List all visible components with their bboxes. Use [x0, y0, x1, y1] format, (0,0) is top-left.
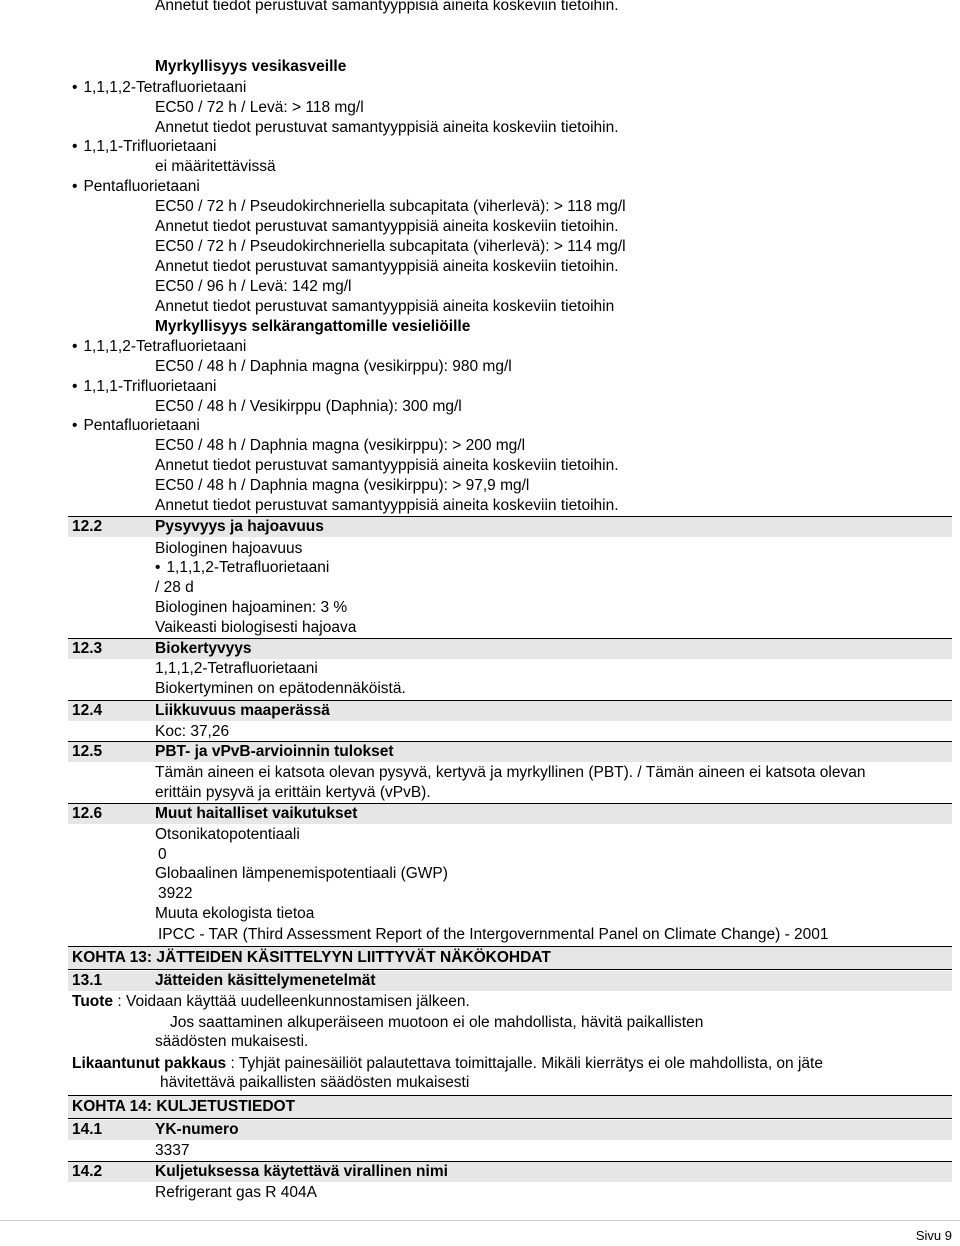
property-value: Koc: 37,26 — [155, 723, 230, 740]
substance-bullet — [72, 177, 200, 197]
info-line: Annetut tiedot perustuvat samantyyppisiä aineita koskeviin tietoihin. — [155, 0, 619, 14]
un-number-value: 3337 — [155, 1142, 190, 1159]
section-header-title: KOHTA 13: JÄTTEIDEN KÄSITTELYYN LIITTYVÄT NÄKÖKOHDAT — [72, 949, 551, 966]
product-text: säädösten mukaisesti. — [155, 1033, 309, 1050]
packaging-label: Likaantunut pakkaus — [72, 1055, 227, 1072]
substance-name: 1,1,1-Trifluorietaani — [83, 378, 217, 395]
substance-name: 1,1,1,2-Tetrafluorietaani — [155, 660, 318, 677]
toxicity-value: EC50 / 48 h / Vesikirppu (Daphnia): 300 mg/l — [155, 398, 462, 415]
section-title: Muut haitalliset vaikutukset — [155, 805, 358, 822]
info-line: Annetut tiedot perustuvat samantyyppisiä aineita koskeviin tietoihin. — [155, 258, 619, 275]
property-value: 0 — [158, 846, 167, 863]
substance-bullet — [72, 377, 216, 397]
substance-bullet — [72, 337, 246, 357]
product-text: Voidaan käyttää uudelleenkunnostamisen jälkeen. — [125, 993, 470, 1010]
info-line: Annetut tiedot perustuvat samantyyppisiä aineita koskeviin tietoihin. — [155, 457, 619, 474]
section-number: 12.5 — [72, 743, 103, 760]
substance-name: 1,1,1,2-Tetrafluorietaani — [83, 338, 247, 355]
section-number: 14.1 — [72, 1121, 103, 1138]
label-separator: : — [226, 1055, 235, 1072]
packaging-text: hävitettävä paikallisten säädösten mukaisesti — [160, 1074, 470, 1091]
property-value: / 28 d — [155, 579, 194, 596]
packaging-line — [72, 1054, 823, 1074]
toxicity-value: EC50 / 48 h / Daphnia magna (vesikirppu): > 200 mg/l — [155, 437, 526, 454]
footer-rule — [0, 1220, 960, 1221]
page-number: Sivu 9 — [915, 1228, 952, 1243]
section-number: 14.2 — [72, 1163, 103, 1180]
section-number: 13.1 — [72, 972, 103, 989]
property-label: Biologinen hajoavuus — [155, 540, 303, 557]
section-number: 12.2 — [72, 518, 103, 535]
toxicity-value: EC50 / 48 h / Daphnia magna (vesikirppu): > 97,9 mg/l — [155, 477, 530, 494]
shipping-name-value: Refrigerant gas R 404A — [155, 1184, 317, 1201]
toxicity-value: EC50 / 96 h / Levä: 142 mg/l — [155, 278, 352, 295]
section-header-title: KOHTA 14: KULJETUSTIEDOT — [72, 1098, 296, 1115]
section-title: Pysyvyys ja hajoavuus — [155, 518, 324, 535]
substance-name: 1,1,1,2-Tetrafluorietaani — [166, 559, 330, 576]
section-number: 12.4 — [72, 702, 103, 719]
toxicity-value: EC50 / 72 h / Levä: > 118 mg/l — [155, 99, 364, 116]
section-title: Liikkuvuus maaperässä — [155, 702, 330, 719]
info-line: Annetut tiedot perustuvat samantyyppisiä aineita koskeviin tietoihin. — [155, 119, 619, 136]
section-title: Kuljetuksessa käytettävä virallinen nimi — [155, 1163, 448, 1180]
substance-bullet — [155, 558, 329, 578]
substance-bullet — [72, 416, 200, 436]
toxicity-value: EC50 / 72 h / Pseudokirchneriella subcapitata (viherlevä): > 114 mg/l — [155, 238, 626, 255]
property-label: Globaalinen lämpenemispotentiaali (GWP) — [155, 865, 448, 882]
property-label: Muuta ekologista tietoa — [155, 905, 315, 922]
section-title: Jätteiden käsittelymenetelmät — [155, 972, 376, 989]
property-value: Vaikeasti biologisesti hajoava — [155, 619, 357, 636]
substance-name: 1,1,1-Trifluorietaani — [83, 138, 217, 155]
info-line: Annetut tiedot perustuvat samantyyppisiä aineita koskeviin tietoihin. — [155, 497, 619, 514]
property-value: 3922 — [158, 885, 193, 902]
label-separator: : — [113, 993, 122, 1010]
section-title: PBT- ja vPvB-arvioinnin tulokset — [155, 743, 394, 760]
substance-bullet — [72, 137, 216, 157]
substance-name: Pentafluorietaani — [83, 178, 200, 195]
section-number: 12.6 — [72, 805, 103, 822]
property-label: Otsonikatopotentiaali — [155, 826, 300, 843]
property-value: Biokertyminen on epätodennäköistä. — [155, 680, 406, 697]
substance-bullet — [72, 78, 246, 98]
algae-toxicity-heading: Myrkyllisyys vesikasveille — [155, 58, 347, 75]
product-line — [72, 992, 470, 1012]
property-value: Biologinen hajoaminen: 3 % — [155, 599, 348, 616]
section-title: YK-numero — [155, 1121, 239, 1138]
section-header-13 — [68, 946, 952, 970]
product-text: Jos saattaminen alkuperäiseen muotoon ei ole mahdollista, hävitä paikallisten — [170, 1014, 704, 1031]
section-number: 12.3 — [72, 640, 103, 657]
product-label: Tuote — [72, 993, 114, 1010]
toxicity-value: EC50 / 72 h / Pseudokirchneriella subcapitata (viherlevä): > 118 mg/l — [155, 198, 626, 215]
property-value: erittäin pysyvä ja erittäin kertyvä (vPvB). — [155, 784, 431, 801]
info-line: Annetut tiedot perustuvat samantyyppisiä aineita koskeviin tietoihin — [155, 298, 615, 315]
section-title: Biokertyvyys — [155, 640, 252, 657]
property-value: IPCC - TAR (Third Assessment Report of the Intergovernmental Panel on Climate Change) - 2001 — [158, 926, 829, 943]
info-line: Annetut tiedot perustuvat samantyyppisiä aineita koskeviin tietoihin. — [155, 218, 619, 235]
toxicity-value: ei määritettävissä — [155, 158, 276, 175]
toxicity-value: EC50 / 48 h / Daphnia magna (vesikirppu): 980 mg/l — [155, 358, 512, 375]
property-value: Tämän aineen ei katsota olevan pysyvä, kertyvä ja myrkyllinen (PBT). / Tämän aineen ei katsota olevan — [155, 764, 866, 781]
substance-name: Pentafluorietaani — [83, 417, 200, 434]
invertebrate-toxicity-heading: Myrkyllisyys selkärangattomille vesieliöille — [155, 318, 471, 335]
substance-name: 1,1,1,2-Tetrafluorietaani — [83, 79, 247, 96]
section-header-14 — [68, 1095, 952, 1119]
packaging-text: Tyhjät painesäiliöt palautettava toimittajalle. Mikäli kierrätys ei ole mahdollista, on jäte — [238, 1055, 823, 1072]
